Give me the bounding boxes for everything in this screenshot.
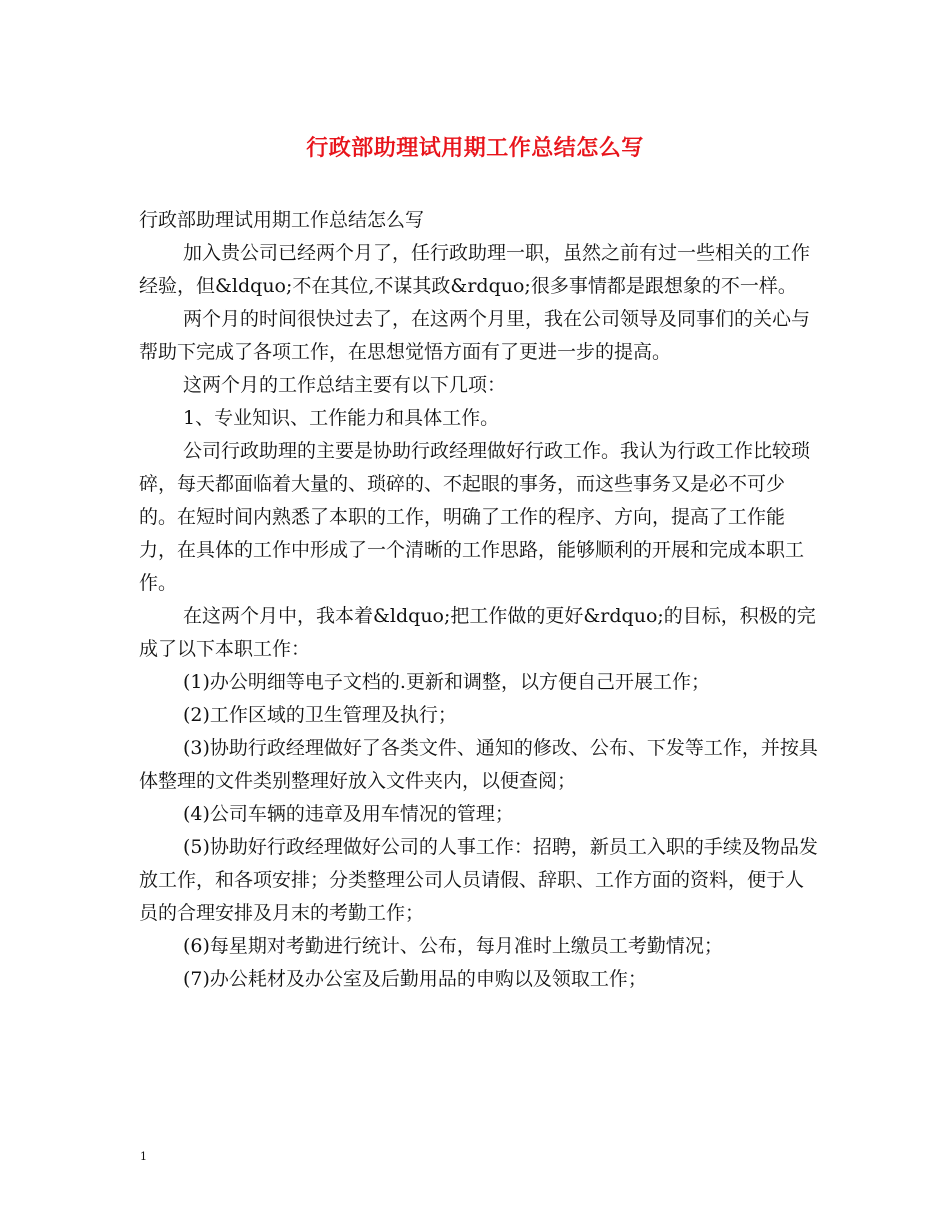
paragraph: 公司行政助理的主要是协助行政经理做好行政工作。我认为行政工作比较琐碎，每天都面临着大量的、琐碎的、不起眼的事务，而这些事务又是必不可少的。在短时间内熟悉了本职的工作，明确了工作的程序、方向，提高了工作能力，在具体的工作中形成了一个清晰的工作思路，能够顺利的开展和完成本职工作。 xyxy=(139,440,811,594)
paragraph: 加入贵公司已经两个月了，任行政助理一职，虽然之前有过一些相关的工作经验，但&ldquo;不在其位,不谋其政&rdquo;很多事情都是跟想象的不一样。 xyxy=(139,242,811,297)
page-number: 1 xyxy=(140,1150,147,1163)
list-item: (7)办公耗材及办公室及后勤用品的申购以及领取工作； xyxy=(183,968,647,990)
paragraph: 1、专业知识、工作能力和具体工作。 xyxy=(183,407,500,429)
document-body xyxy=(139,204,819,996)
list-item: (1)办公明细等电子文档的.更新和调整，以方便自己开展工作； xyxy=(183,671,710,693)
document-title: 行政部助理试用期工作总结怎么写 xyxy=(306,135,644,161)
list-item: (3)协助行政经理做好了各类文件、通知的修改、公布、下发等工作，并按具体整理的文件类别整理好放入文件夹内，以便查阅； xyxy=(139,737,818,792)
paragraph: 这两个月的工作总结主要有以下几项： xyxy=(183,374,507,396)
list-item: (5)协助好行政经理做好公司的人事工作：招聘，新员工入职的手续及物品发放工作，和各项安排；分类整理公司人员请假、辞职、工作方面的资料，便于人员的合理安排及月末的考勤工作； xyxy=(139,836,818,924)
list-item: (4)公司车辆的违章及用车情况的管理； xyxy=(183,803,514,825)
list-item: (2)工作区域的卫生管理及执行； xyxy=(183,704,457,726)
paragraph: 两个月的时间很快过去了，在这两个月里，我在公司领导及同事们的关心与帮助下完成了各项工作，在思想觉悟方面有了更进一步的提高。 xyxy=(139,308,811,363)
list-item: (6)每星期对考勤进行统计、公布，每月准时上缴员工考勤情况； xyxy=(183,935,723,957)
body-heading: 行政部助理试用期工作总结怎么写 xyxy=(139,209,425,231)
paragraph: 在这两个月中，我本着&ldquo;把工作做的更好&rdquo;的目标，积极的完成了以下本职工作： xyxy=(139,605,816,660)
